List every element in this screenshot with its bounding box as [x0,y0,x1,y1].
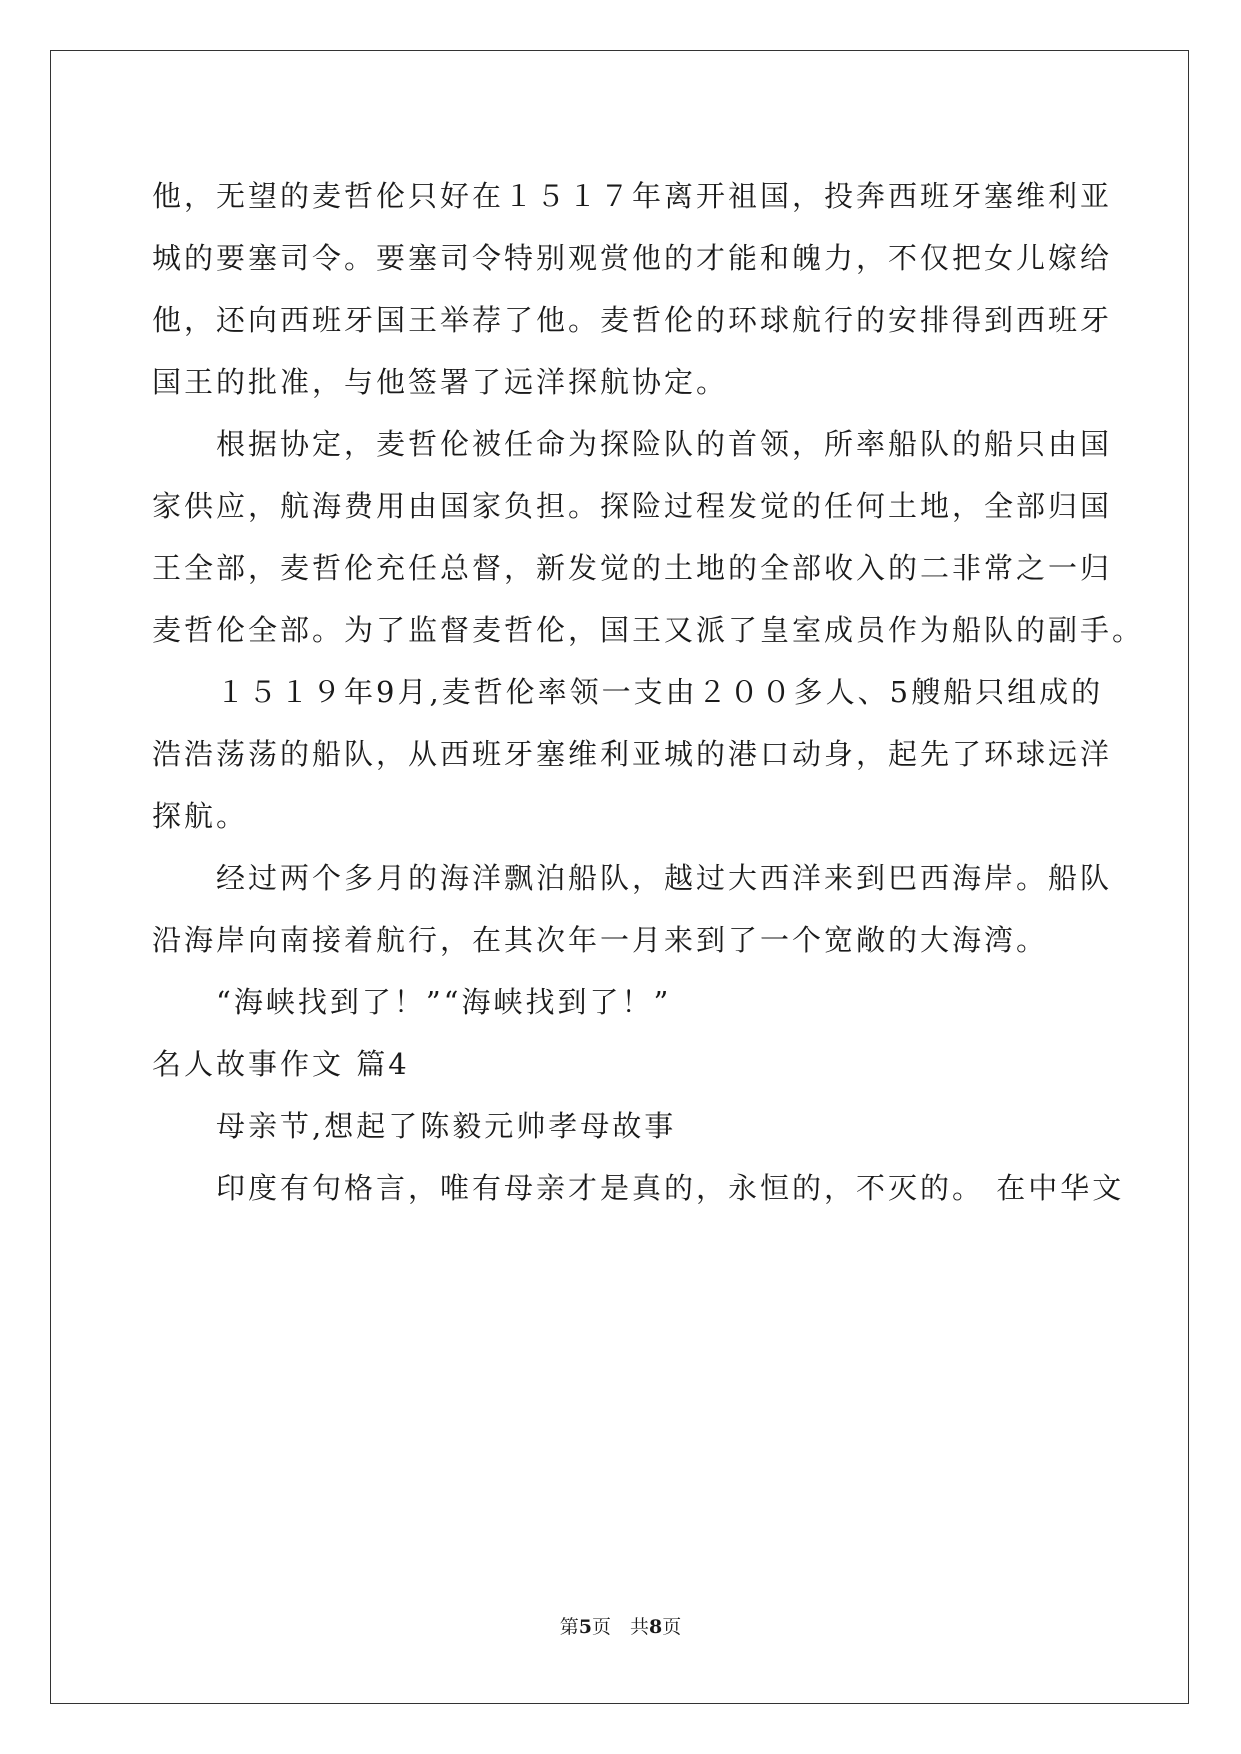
footer-middle: 页 共 [591,1616,649,1638]
text-line: 他，还向西班牙国王举荐了他。麦哲伦的环球航行的安排得到西班牙 [152,303,1113,337]
text-line: 城的要塞司令。要塞司令特别观赏他的才能和魄力，不仅把女儿嫁给 [152,241,1113,275]
text-line: 经过两个多月的海洋飘泊船队，越过大西洋来到巴西海岸。船队 [152,861,1113,895]
section-heading: 名人故事作文 篇4 [152,1047,410,1081]
footer-prefix: 第 [559,1616,579,1638]
text-line: 探航。 [152,799,249,833]
article-title: 母亲节,想起了陈毅元帅孝母故事 [152,1109,677,1143]
text-line: 家供应，航海费用由国家负担。探险过程发觉的任何土地，全部归国 [152,489,1113,523]
footer-suffix: 页 [662,1616,682,1638]
text-line: 沿海岸向南接着航行，在其次年一月来到了一个宽敞的大海湾。 [152,923,1049,957]
text-line: “海峡找到了！”“海峡找到了！” [152,985,672,1019]
page-footer [0,1613,1241,1641]
text-line: 国王的批准，与他签署了远洋探航协定。 [152,365,729,399]
total-page-number: 8 [649,1616,663,1638]
document-body [152,165,1145,1219]
text-line: 他，无望的麦哲伦只好在１５１７年离开祖国，投奔西班牙塞维利亚 [152,179,1113,213]
current-page-number: 5 [578,1616,592,1638]
text-line: 麦哲伦全部。为了监督麦哲伦，国王又派了皇室成员作为船队的副手。 [152,613,1145,647]
text-line: 根据协定，麦哲伦被任命为探险队的首领，所率船队的船只由国 [152,427,1113,461]
text-line: 王全部，麦哲伦充任总督，新发觉的土地的全部收入的二非常之一归 [152,551,1113,585]
text-line: 浩浩荡荡的船队，从西班牙塞维利亚城的港口动身，起先了环球远洋 [152,737,1113,771]
text-line: 印度有句格言，唯有母亲才是真的，永恒的，不灭的。 在中华文 [152,1171,1125,1205]
text-line: １５１９年9月,麦哲伦率领一支由２００多人、5艘船只组成的 [152,675,1104,709]
